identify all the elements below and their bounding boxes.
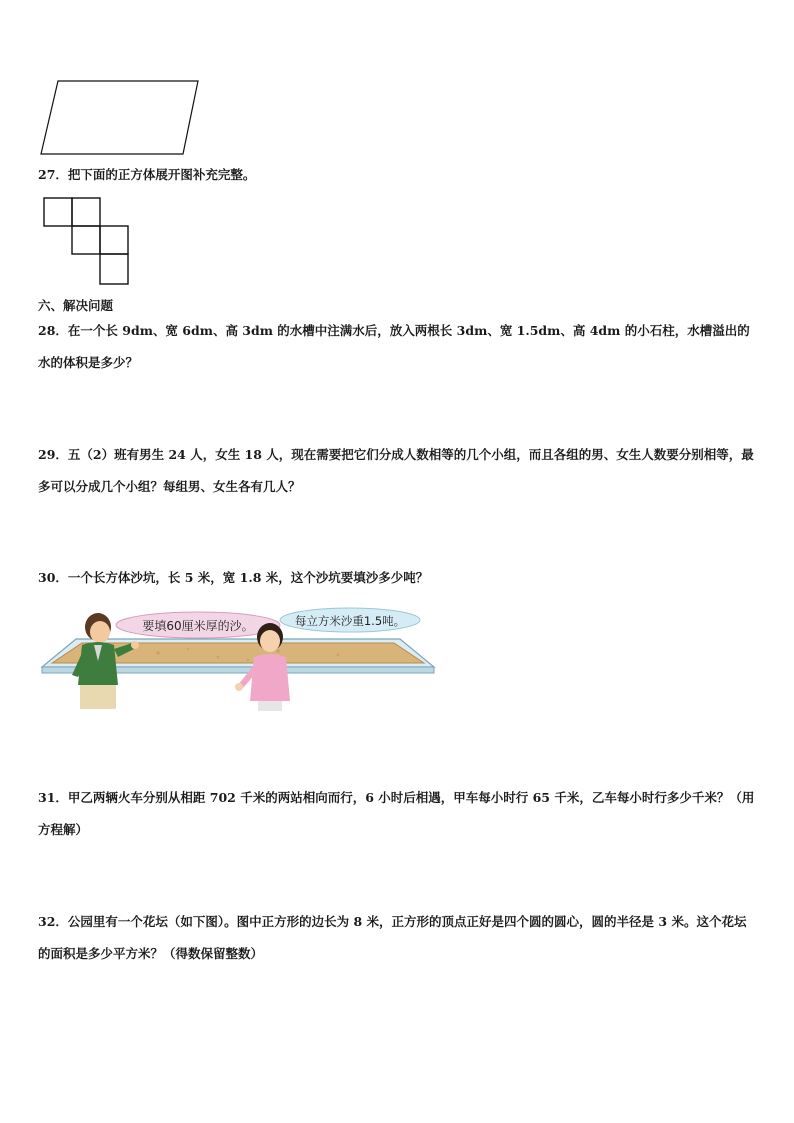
question-27 — [38, 159, 758, 191]
boy-speech-bubble — [116, 612, 280, 638]
question-number: 32． — [38, 914, 68, 929]
parallelogram-figure — [38, 78, 203, 158]
girl-speech-bubble — [280, 608, 420, 632]
question-text: 甲乙两辆火车分别从相距 702 千米的两站相向而行，6 小时后相遇，甲车每小时行 65 千米，乙车每小时行多少千米？（用方程解） — [38, 790, 755, 837]
cube-net-figure — [42, 197, 132, 289]
question-text: 公园里有一个花坛（如下图）。图中正方形的边长为 8 米，正方形的顶点正好是四个圆的圆心，圆的半径是 3 米。这个花坛的面积是多少平方米？（得数保留整数） — [38, 914, 747, 961]
question-28 — [38, 315, 758, 379]
question-text: 五（2）班有男生 24 人，女生 18 人，现在需要把它们分成人数相等的几个小组，而且各组的男、女生人数要分别相等，最多可以分成几个小组？每组男、女生各有几人？ — [38, 447, 754, 494]
question-32 — [38, 906, 758, 970]
boy-bubble-text: 要填60厘米厚的沙。 — [142, 619, 254, 633]
question-31 — [38, 782, 758, 846]
question-text: 一个长方体沙坑，长 5 米，宽 1.8 米，这个沙坑要填沙多少吨？ — [67, 570, 429, 585]
question-29 — [38, 439, 758, 503]
question-number: 27． — [38, 167, 68, 182]
question-text: 在一个长 9dm、宽 6dm、高 3dm 的水槽中注满水后，放入两根长 3dm、宽 1.5dm、高 4dm 的小石柱，水槽溢出的水的体积是多少？ — [38, 323, 750, 370]
question-30 — [38, 562, 758, 594]
section-heading: 六、解决问题 — [38, 298, 114, 313]
question-number: 31． — [38, 790, 68, 805]
sandpit-illustration — [38, 605, 438, 713]
question-number: 30． — [38, 570, 68, 585]
question-number: 28． — [38, 323, 68, 338]
question-number: 29． — [38, 447, 68, 462]
girl-bubble-text: 每立方米沙重1.5吨。 — [294, 614, 406, 628]
question-text: 把下面的正方体展开图补充完整。 — [67, 167, 256, 182]
